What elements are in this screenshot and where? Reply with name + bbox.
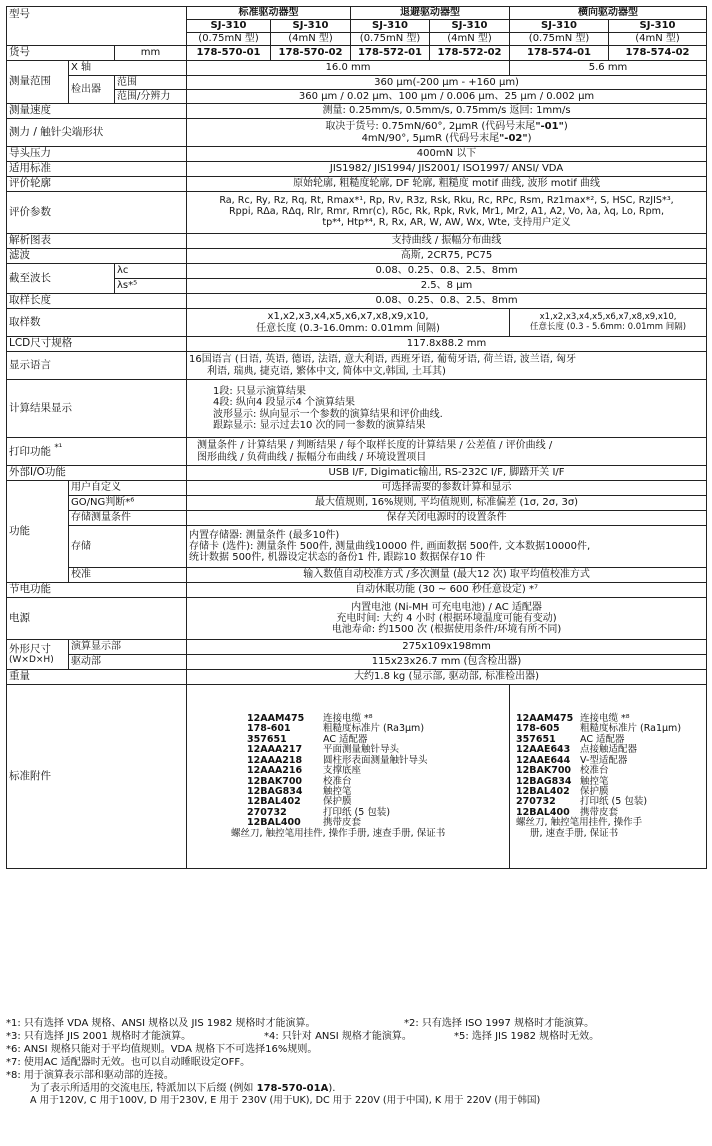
model-name: SJ-310 xyxy=(510,20,609,33)
model-name: SJ-310 xyxy=(271,20,351,33)
accessories-label: 标准附件 xyxy=(7,685,187,869)
accessory-item: 12BAK700 校准台 xyxy=(247,775,352,787)
model-name: SJ-310 xyxy=(609,20,707,33)
order-number: 178-572-01 xyxy=(351,46,430,61)
order-unit: mm xyxy=(115,46,187,61)
lc-value: 0.08、0.25、0.8、2.5、8mm xyxy=(187,264,707,279)
accessory-item: 12AAA216 支撑底座 xyxy=(247,765,362,777)
dims-label: 外形尺寸 (W×D×H) xyxy=(7,640,69,670)
detector-label: 检出器 xyxy=(69,76,115,104)
model-force: (0.75mN 型) xyxy=(510,33,609,46)
accessory-item: 12AAA218 圆柱形表面测量触针导头 xyxy=(247,754,428,766)
order-label: 货号 xyxy=(7,46,115,61)
range-label: 测量范围 xyxy=(7,61,69,104)
footnote: *3: 只有选择 JIS 2001 规格时才能演算。 *4: 只针对 ANSI 规格才能演算。 *5: 选择 JIS 1982 规格时无效。 xyxy=(6,1031,600,1042)
footnote: *1: 只有选择 VDA 规格、ANSI 规格以及 JIS 1982 规格时才能演算。 *2: 只有选择 ISO 1997 规格时才能演算。 xyxy=(6,1018,595,1029)
order-number: 178-574-02 xyxy=(609,46,707,61)
power-label: 电源 xyxy=(7,598,187,640)
accessory-item: 12AAE643 点接触适配器 xyxy=(516,744,638,756)
ls-value: 2.5、8 μm xyxy=(187,279,707,294)
range-value: 360 μm(-200 μm - +160 μm) xyxy=(187,76,707,90)
standards-value: JIS1982/ JIS1994/ JIS2001/ ISO1997/ ANSI/ VDA xyxy=(187,162,707,177)
ls-label: λs*⁵ xyxy=(115,279,187,294)
accessory-item: 178-601 粗糙度标准片 (Ra3μm) xyxy=(247,723,425,735)
order-number: 178-570-01 xyxy=(187,46,271,61)
power-save-value: 自动休眠功能 (30 ~ 600 秒任意设定) *⁷ xyxy=(187,583,707,598)
accessories-right xyxy=(510,685,707,869)
accessories-left xyxy=(187,685,510,869)
accessory-item: 12BAK700 校准台 xyxy=(516,765,609,777)
sampling-length-value: 0.08、0.25、0.8、2.5、8mm xyxy=(187,294,707,309)
skid-label: 导头压力 xyxy=(7,147,187,162)
weight-label: 重量 xyxy=(7,670,187,685)
group-standard: 标准驱动器型 xyxy=(187,7,351,20)
accessory-item: 270732 打印纸 (5 包装) xyxy=(516,796,648,808)
order-number: 178-574-01 xyxy=(510,46,609,61)
model-force: (4mN 型) xyxy=(609,33,707,46)
filter-label: 滤波 xyxy=(7,249,187,264)
footnotes xyxy=(6,1017,706,1107)
calc-display-label: 计算结果显示 xyxy=(7,380,187,438)
io-label: 外部I/O功能 xyxy=(7,466,187,481)
resolution-value: 360 μm / 0.02 μm、100 μm / 0.006 μm、25 μm / 0.002 μm xyxy=(187,90,707,104)
footnote: *8: 用于演算表示部和驱动部的连接。 xyxy=(6,1070,174,1081)
force-label: 测力 / 触针尖端形状 xyxy=(7,119,187,147)
accessory-tail: 螺丝刀, 触控笔用挂件, 操作手册, 速查手册, 保证书 xyxy=(231,827,446,839)
print-value: 测量条件 / 计算结果 / 判断结果 / 每个取样长度的计算结果 / 公差值 / 评价曲线 / 图形曲线 / 负荷曲线 / 振幅分布曲线 / 环境设置项目 xyxy=(187,438,707,466)
accessory-item: 12BAL400 携带皮套 xyxy=(516,806,619,818)
accessory-item: 12BAL402 保护膜 xyxy=(516,785,609,797)
x-axis-label: X 轴 xyxy=(69,61,187,76)
custom-label: 用户自定义 xyxy=(69,481,187,496)
params-label: 评价参数 xyxy=(7,192,187,234)
accessory-item: 12AAM475 连接电缆 *⁸ xyxy=(516,712,630,724)
model-name: SJ-310 xyxy=(351,20,430,33)
graphs-label: 解析图表 xyxy=(7,234,187,249)
order-number: 178-572-02 xyxy=(430,46,510,61)
x-axis-std: 16.0 mm xyxy=(187,61,510,76)
gonog-value: 最大值规则, 16%规则, 平均值规则, 标准偏差 (1σ, 2σ, 3σ) xyxy=(187,496,707,511)
gonog-label: GO/NG判断*⁶ xyxy=(69,496,187,511)
calc-display-value: 1段: 只显示演算结果 4段: 纵向4 段显示4 个演算结果 波形显示: 纵向显示一个参数的演算结果和评价曲线. 跟踪显示: 显示过去10 次的同一参数的演算结果 xyxy=(187,380,707,438)
accessory-item: 12AAM475 连接电缆 *⁸ xyxy=(247,712,373,724)
storage-value: 内置存储器: 测量条件 (最多10件) 存储卡 (选件): 测量条件 500件, 测量曲线10000 件, 画面数据 500件, 文本数据10000件, 统计数据 500件, 机器设定状态的备份1 件, 跟踪10 数据保存10 件 xyxy=(187,526,707,568)
accessory-tail: 册, 速查手册, 保证书 xyxy=(530,827,619,839)
save-cond-label: 存储测量条件 xyxy=(69,511,187,526)
accessory-item: 12BAL402 保护膜 xyxy=(247,796,352,808)
power-value: 内置电池 (Ni-MH 可充电电池) / AC 适配器 充电时间: 大约 4 小时 (根据环境温度可能有变动) 电池寿命: 约1500 次 (根据使用条件/环境有所不同) xyxy=(187,598,707,640)
save-cond-value: 保存关闭电源时的设置条件 xyxy=(187,511,707,526)
x-axis-lat: 5.6 mm xyxy=(510,61,707,76)
accessory-item: 12AAE644 V-型适配器 xyxy=(516,754,628,766)
graphs-value: 支持曲线 / 振幅分布曲线 xyxy=(187,234,707,249)
io-value: USB I/F, Digimatic输出, RS-232C I/F, 脚踏开关 I/F xyxy=(187,466,707,481)
weight-value: 大约1.8 kg (显示部, 驱动部, 标准检出器) xyxy=(187,670,707,685)
calib-value: 输入数值自动校准方式 /多次测量 (最大12 次) 取平均值校准方式 xyxy=(187,568,707,583)
standards-label: 适用标准 xyxy=(7,162,187,177)
resolution-label: 范围/分辨力 xyxy=(115,90,187,104)
custom-value: 可选择需要的参数计算和显示 xyxy=(187,481,707,496)
sampling-length-label: 取样长度 xyxy=(7,294,187,309)
model-label: 型号 xyxy=(7,7,187,46)
model-force: (4mN 型) xyxy=(271,33,351,46)
model-name: SJ-310 xyxy=(430,20,510,33)
sampling-count-lat: x1,x2,x3,x4,x5,x6,x7,x8,x9,x10, 任意长度 (0.3 - 5.6mm: 0.01mm 间隔) xyxy=(510,309,707,337)
footnote: 为了表示所适用的交流电压, 特派加以下后缀 (例如 178-570-01A). xyxy=(30,1083,336,1094)
filter-value: 高斯, 2CR75, PC75 xyxy=(187,249,707,264)
cutoff-label: 截至波长 xyxy=(7,264,115,294)
model-force: (0.75mN 型) xyxy=(351,33,430,46)
model-force: (0.75mN 型) xyxy=(187,33,271,46)
drive-unit-label: 驱动部 xyxy=(69,655,187,670)
accessory-item: 12BAG834 触控笔 xyxy=(247,785,352,797)
functions-label: 功能 xyxy=(7,481,69,583)
speed-label: 测量速度 xyxy=(7,104,187,119)
accessory-tail: 螺丝刀, 触控笔用挂件, 操作手 xyxy=(516,817,643,829)
footnote: *6: ANSI 规格只能对于平均值规则。VDA 规格下不可选择16%规则。 xyxy=(6,1044,318,1055)
spec-table xyxy=(6,6,707,869)
language-label: 显示语言 xyxy=(7,352,187,380)
lc-label: λc xyxy=(115,264,187,279)
lcd-value: 117.8x88.2 mm xyxy=(187,337,707,352)
accessory-item: 178-605 粗糙度标准片 (Ra1μm) xyxy=(516,723,682,735)
display-unit-label: 演算显示部 xyxy=(69,640,187,655)
footnote: A 用于120V, C 用于100V, D 用于230V, E 用于 230V (用于UK), DC 用于 220V (用于中国), K 用于 220V (用于韩国) xyxy=(30,1095,541,1106)
storage-label: 存储 xyxy=(69,526,187,568)
calib-label: 校准 xyxy=(69,568,187,583)
order-number: 178-570-02 xyxy=(271,46,351,61)
model-force: (4mN 型) xyxy=(430,33,510,46)
drive-unit-value: 115x23x26.7 mm (包含检出器) xyxy=(187,655,707,670)
group-lateral: 横向驱动器型 xyxy=(510,7,707,20)
accessory-item: 12AAA217 平面测量触针导头 xyxy=(247,744,400,756)
accessory-item: 12BAG834 触控笔 xyxy=(516,775,609,787)
power-save-label: 节电功能 xyxy=(7,583,187,598)
range-sub-label: 范围 xyxy=(115,76,187,90)
accessory-item: 357651 AC 适配器 xyxy=(247,733,368,745)
skid-value: 400mN 以下 xyxy=(187,147,707,162)
language-value: 16国语言 (日语, 英语, 德语, 法语, 意大利语, 西班牙语, 葡萄牙语, 荷兰语, 波兰语, 匈牙 利语, 瑞典, 捷克语, 繁体中文, 简体中文,韩国, 土耳其) xyxy=(187,352,707,380)
print-label: 打印功能 $^{*^1}$ xyxy=(7,438,187,466)
force-value: 取决于货号: 0.75mN/60°, 2μmR (代码号末尾"-01") 4mN/90°, 5μmR (代码号末尾"-02") xyxy=(187,119,707,147)
sampling-count-std: x1,x2,x3,x4,x5,x6,x7,x8,x9,x10, 任意长度 (0.3-16.0mm: 0.01mm 间隔) xyxy=(187,309,510,337)
profile-label: 评价轮廓 xyxy=(7,177,187,192)
accessory-item: 357651 AC 适配器 xyxy=(516,733,625,745)
model-name: SJ-310 xyxy=(187,20,271,33)
accessory-item: 270732 打印纸 (5 包装) xyxy=(247,806,391,818)
profile-value: 原始轮廓, 粗糙度轮廓, DF 轮廓, 粗糙度 motif 曲线, 波形 motif 曲线 xyxy=(187,177,707,192)
sampling-count-label: 取样数 xyxy=(7,309,187,337)
group-retract: 退避驱动器型 xyxy=(351,7,510,20)
footnote: *7: 使用AC 适配器时无效。也可以自动睡眠设定OFF。 xyxy=(6,1057,251,1068)
speed-value: 测量: 0.25mm/s, 0.5mm/s, 0.75mm/s 返回: 1mm/s xyxy=(187,104,707,119)
accessory-item: 12BAL400 携带皮套 xyxy=(247,817,362,829)
display-unit-value: 275x109x198mm xyxy=(187,640,707,655)
lcd-label: LCD尺寸规格 xyxy=(7,337,187,352)
params-value: Ra, Rc, Ry, Rz, Rq, Rt, Rmax*¹, Rp, Rv, R3z, Rsk, Rku, Rc, RPc, Rsm, Rz1max*², S, HSC, RzJIS*³, Rppi, RΔa, RΔq, Rlr, Rmr, Rmr(c), Rδc, Rk, Rpk, Rvk, Mr1, Mr2, A1, A2, Vo, λa, λq, Lo, Rpm, tp*⁴, Htp*⁴, R, Rx, AR, W, AW, Wx, Wte, 支持用户定义 xyxy=(187,192,707,234)
